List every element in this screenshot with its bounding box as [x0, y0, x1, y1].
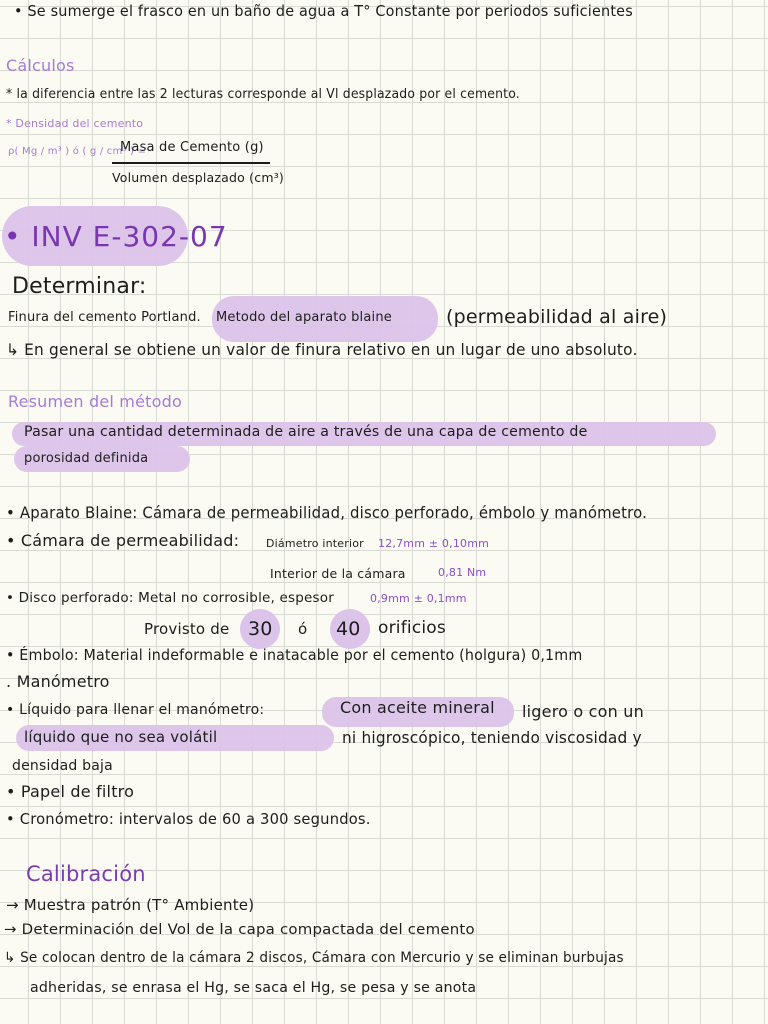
- formula-prefix: ρ( Mg / m³ ) ó ( g / cm³ ) =: [8, 146, 147, 157]
- text-diametro-valor: 12,7mm ± 0,10mm: [378, 537, 490, 550]
- text-interior-camara: Interior de la cámara: [270, 566, 406, 581]
- text-o: ó: [298, 620, 308, 638]
- text-calculos-diferencia: * la diferencia entre las 2 lecturas corresponde al Vl desplazado por el cemento.: [6, 86, 520, 102]
- text-ligero: ligero o con un: [522, 702, 644, 721]
- text-line-frasco: • Se sumerge el frasco en un baño de agua a T° Constante por periodos suficientes: [14, 2, 633, 20]
- text-30: 30: [248, 618, 273, 640]
- text-resumen-1: Pasar una cantidad determinada de aire a través de una capa de cemento de: [24, 424, 588, 440]
- text-cronometro: • Cronómetro: intervalos de 60 a 300 segundos.: [6, 810, 371, 828]
- text-papel-filtro: • Papel de filtro: [6, 782, 135, 801]
- heading-determinar: Determinar:: [12, 274, 147, 299]
- text-diametro-interior: Diámetro interior: [266, 537, 364, 550]
- text-camara-label: • Cámara de permeabilidad:: [6, 531, 240, 550]
- formula-denominator: Volumen desplazado (cm³): [112, 170, 284, 185]
- heading-calculos: Cálculos: [6, 56, 75, 75]
- text-interior-valor: 0,81 Nm: [438, 566, 487, 579]
- text-provisto: Provisto de: [144, 620, 230, 638]
- text-metodo-blaine: Metodo del aparato blaine: [216, 310, 392, 325]
- text-se-colocan: ↳ Se colocan dentro de la cámara 2 discos, Cámara con Mercurio y se eliminan burbujas: [4, 950, 624, 966]
- text-aceite-mineral: Con aceite mineral: [340, 698, 495, 717]
- text-embolo: • Émbolo: Material indeformable e inatacable por el cemento (holgura) 0,1mm: [6, 646, 583, 664]
- text-resumen-2: porosidad definida: [24, 451, 149, 466]
- text-40: 40: [336, 618, 361, 640]
- text-densidad-baja: densidad baja: [12, 758, 113, 774]
- text-muestra-patron: → Muestra patrón (T° Ambiente): [6, 896, 255, 914]
- heading-resumen: Resumen del método: [8, 392, 182, 411]
- text-higroscopico: ni higroscópico, teniendo viscosidad y: [342, 728, 642, 747]
- text-en-general: ↳ En general se obtiene un valor de finura relativo en un lugar de uno absoluto.: [6, 340, 638, 359]
- heading-calibracion: Calibración: [26, 862, 146, 886]
- formula-numerator: Masa de Cemento (g): [120, 140, 264, 155]
- text-densidad-cemento: * Densidad del cemento: [6, 117, 144, 130]
- text-determinacion-vol: → Determinación del Vol de la capa compactada del cemento: [4, 922, 475, 938]
- text-finura-cemento: Finura del cemento Portland.: [8, 310, 201, 325]
- text-espesor-valor: 0,9mm ± 0,1mm: [370, 592, 467, 605]
- text-disco-perforado: • Disco perforado: Metal no corrosible, espesor: [6, 590, 334, 606]
- text-manometro: . Manómetro: [6, 672, 110, 691]
- text-liquido-label: • Líquido para llenar el manómetro:: [6, 702, 265, 718]
- fraction-bar: [112, 162, 270, 164]
- text-liquido-volatil: líquido que no sea volátil: [24, 728, 218, 746]
- text-orificios: orificios: [378, 618, 446, 638]
- text-aparato-blaine: • Aparato Blaine: Cámara de permeabilidad, disco perforado, émbolo y manómetro.: [6, 503, 648, 522]
- text-adheridas: adheridas, se enrasa el Hg, se saca el Hg, se pesa y se anota: [30, 980, 477, 996]
- page-title: • INV E-302-07: [4, 220, 228, 253]
- text-permeabilidad-aire: (permeabilidad al aire): [446, 306, 668, 328]
